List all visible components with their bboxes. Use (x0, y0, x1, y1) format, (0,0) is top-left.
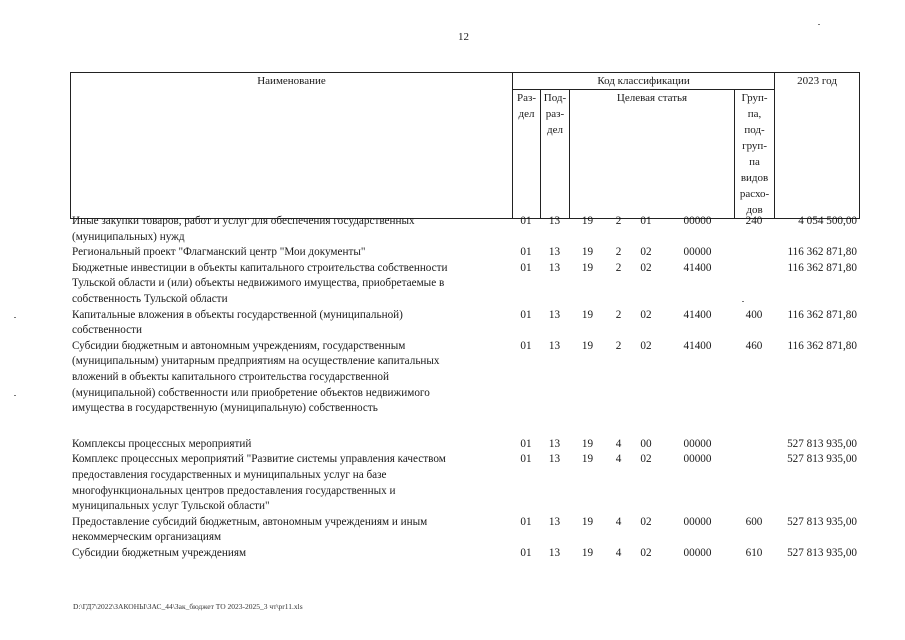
row-vid-cell (734, 245, 774, 261)
row-vid-cell: 610 (745, 546, 763, 559)
row-podrazdel-cell: 13 (548, 453, 561, 466)
row-cs-cell: 00000 (683, 515, 712, 528)
page-number: 12 (458, 31, 469, 43)
row-cs-cell: 2 (615, 246, 622, 259)
row-name (70, 452, 512, 514)
table-header (70, 72, 860, 219)
row-amount-cell: 527 813 935,00 (787, 453, 857, 466)
row-cs-cell: 41400 (683, 261, 712, 274)
row-cs-cell: 00 (640, 437, 652, 450)
row-amount-cell: 527 813 935,00 (787, 437, 857, 450)
header-vidy-line: дов (746, 204, 763, 216)
row-razdel-cell: 01 (520, 215, 532, 227)
row-razdel-cell: 01 (520, 515, 532, 528)
row-name-line: Комплекс процессных мероприятий "Развитие системы управления качеством (72, 453, 446, 466)
row-name (70, 437, 512, 453)
row-cs-cell: 2 (615, 308, 622, 321)
row-amount-cell: 116 362 871,80 (787, 339, 857, 352)
row-razdel-cell: 01 (520, 339, 532, 352)
header-vidy-line: расхо- (739, 188, 770, 200)
header-vidy-line: Груп- (741, 92, 768, 104)
row-name-line: (муниципальным) унитарным предприятиям на осуществление капитальных (72, 355, 440, 368)
header-name: Наименование (71, 73, 513, 219)
row-vid-cell (734, 437, 774, 453)
budget-table (70, 214, 859, 561)
row-cs-cell: 19 (581, 215, 594, 227)
row-name-line: предоставления государственных и муниципальных услуг на базе (72, 468, 387, 481)
table-row (70, 515, 859, 546)
row-name (70, 308, 512, 339)
row-podrazdel-cell: 13 (548, 546, 561, 559)
scan-speck (14, 317, 16, 318)
header-vidy-line: па (749, 156, 760, 168)
row-cs-cell: 19 (581, 437, 594, 450)
row-vid-cell: 400 (745, 308, 763, 321)
row-cs-cell: 2 (615, 215, 622, 227)
table-row (70, 261, 859, 308)
row-vid-cell (734, 261, 774, 308)
row-cs-cell: 4 (615, 546, 622, 559)
row-name-line: Тульской области и (или) объекты недвижимого имущества, приобретаемые в (72, 277, 445, 290)
header-vidy-line: па, (747, 108, 762, 120)
header-razdel-line: дел (518, 108, 535, 120)
row-podrazdel-cell: 13 (548, 437, 561, 450)
header-podrazdel-line: Под- (543, 92, 567, 104)
header-razdel-line: Раз- (516, 92, 536, 104)
spacer-cell (70, 417, 859, 437)
row-name (70, 546, 512, 562)
row-cs-cell: 4 (615, 515, 622, 528)
row-razdel-cell: 01 (520, 308, 532, 321)
header-vidy-line: груп- (742, 140, 767, 152)
row-cs-cell: 02 (640, 339, 652, 352)
row-name-line: Бюджетные инвестиции в объекты капитального строительства собственности (72, 261, 448, 274)
table-row (70, 308, 859, 339)
row-cs-cell: 00000 (683, 215, 712, 227)
row-cs-cell: 00000 (683, 246, 712, 259)
row-cs-cell: 2 (615, 339, 622, 352)
row-name-line: вложений в объекты капитального строительства государственной (72, 370, 389, 383)
row-cs-cell: 02 (640, 453, 652, 466)
row-amount-cell: 527 813 935,00 (787, 515, 857, 528)
row-amount-cell: 116 362 871,80 (787, 308, 857, 321)
row-cs-cell: 19 (581, 515, 594, 528)
row-name (70, 515, 512, 546)
row-podrazdel-cell: 13 (548, 246, 561, 259)
row-cs-cell: 41400 (683, 339, 712, 352)
row-podrazdel-cell: 13 (548, 339, 561, 352)
row-name-line: Субсидии бюджетным учреждениям (72, 546, 247, 559)
row-vid-cell (734, 452, 774, 514)
header-target: Целевая статья (570, 90, 735, 219)
header-podrazdel-line: раз- (545, 108, 565, 120)
row-cs-cell: 02 (640, 515, 652, 528)
row-amount-cell: 527 813 935,00 (787, 546, 857, 559)
row-name (70, 214, 512, 245)
row-name (70, 339, 512, 417)
header-razdel (513, 90, 541, 219)
row-cs-cell: 02 (640, 246, 652, 259)
table-row (70, 546, 859, 562)
table-row (70, 339, 859, 417)
row-name-line: некоммерческим организациям (72, 531, 222, 544)
row-vid-cell: 600 (745, 515, 763, 528)
scan-speck (14, 395, 16, 396)
row-cs-cell: 41400 (683, 308, 712, 321)
table-row (70, 452, 859, 514)
row-razdel-cell: 01 (520, 246, 532, 259)
header-podrazdel (541, 90, 570, 219)
scan-speck (742, 301, 744, 302)
row-name-line: собственность Тульской области (72, 292, 228, 305)
row-cs-cell: 4 (615, 437, 622, 450)
table-row (70, 214, 859, 245)
row-cs-cell: 19 (581, 546, 594, 559)
row-name (70, 245, 512, 261)
row-razdel-cell: 01 (520, 546, 532, 559)
row-cs-cell: 19 (581, 308, 594, 321)
row-name-line: (муниципальной) собственности или приобретение объектов недвижимого (72, 386, 430, 399)
row-cs-cell: 19 (581, 261, 594, 274)
table-body (70, 214, 859, 561)
row-razdel-cell: 01 (520, 261, 532, 274)
row-cs-cell: 00000 (683, 453, 712, 466)
header-vidy-line: видов (740, 172, 769, 184)
row-name-line: Региональный проект "Флагманский центр "Мои документы" (72, 246, 366, 259)
row-cs-cell: 19 (581, 453, 594, 466)
row-name (70, 261, 512, 308)
spacer-row (70, 417, 859, 437)
row-cs-cell: 01 (640, 215, 652, 227)
row-cs-cell: 00000 (683, 546, 712, 559)
row-cs-cell: 02 (640, 308, 652, 321)
row-vid-cell: 240 (745, 215, 763, 227)
row-razdel-cell: 01 (520, 437, 532, 450)
footer-file-path: D:\ГД7\2022\ЗАКОНЫ\ЗАС_44\Зак_бюджет ТО 2023-2025_3 чт\pr11.xls (73, 602, 303, 611)
header-vidy (735, 90, 775, 219)
header-year: 2023 год (775, 73, 860, 219)
row-name-line: Иные закупки товаров, работ и услуг для обеспечения государственных (72, 215, 415, 227)
row-name-line: многофункциональных центров предоставления государственных и (72, 484, 396, 497)
row-name-line: (муниципальных) нужд (72, 230, 185, 243)
row-name-line: Субсидии бюджетным и автономным учреждениям, государственным (72, 339, 406, 352)
row-name-line: Комплексы процессных мероприятий (72, 437, 252, 450)
row-cs-cell: 00000 (683, 437, 712, 450)
header-code-group: Код классификации (513, 73, 775, 90)
row-cs-cell: 02 (640, 261, 652, 274)
row-vid-cell: 460 (745, 339, 763, 352)
row-amount-cell: 4 054 500,00 (798, 215, 857, 227)
row-name-line: собственности (72, 324, 142, 337)
row-cs-cell: 2 (615, 261, 622, 274)
row-podrazdel-cell: 13 (548, 308, 561, 321)
row-cs-cell: 4 (615, 453, 622, 466)
row-amount-cell: 116 362 871,80 (787, 261, 857, 274)
header-vidy-line: под- (744, 124, 765, 136)
row-name-line: муниципальных услуг Тульской области" (72, 500, 270, 513)
header-podrazdel-line: дел (547, 124, 563, 136)
row-cs-cell: 19 (581, 246, 594, 259)
row-razdel-cell: 01 (520, 453, 532, 466)
row-name-line: Предоставление субсидий бюджетным, автономным учреждениям и иным (72, 515, 428, 528)
row-podrazdel-cell: 13 (548, 515, 561, 528)
row-amount-cell: 116 362 871,80 (787, 246, 857, 259)
row-podrazdel-cell: 13 (548, 261, 561, 274)
table-row (70, 245, 859, 261)
row-cs-cell: 19 (581, 339, 594, 352)
table-row (70, 437, 859, 453)
scan-speck (818, 24, 820, 25)
row-podrazdel-cell: 13 (548, 215, 561, 227)
row-cs-cell: 02 (640, 546, 652, 559)
row-name-line: Капитальные вложения в объекты государственной (муниципальной) (72, 308, 403, 321)
row-name-line: имущества в государственную (муниципальную) собственность (72, 402, 378, 415)
